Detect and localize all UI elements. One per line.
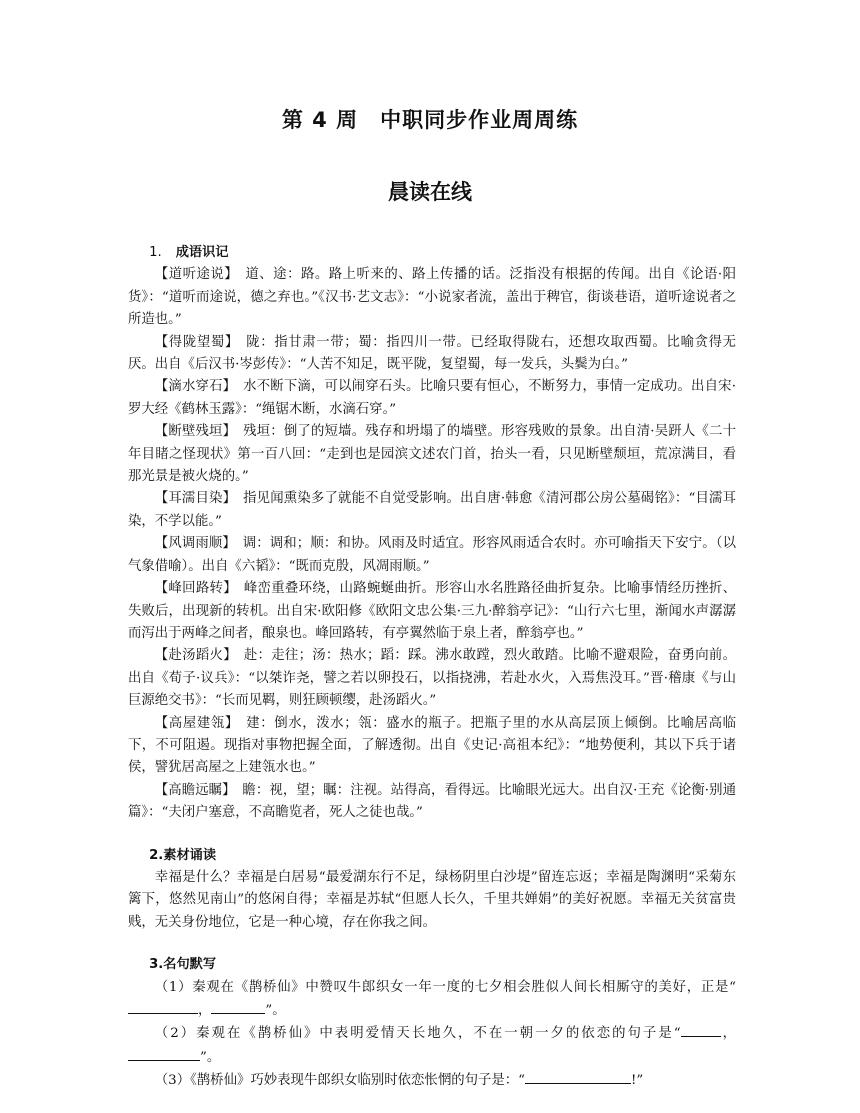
question-text: （1）秦观在《鹊桥仙》中赞叹牛郎织女一年一度的七夕相会胜似人间长相厮守的美好，正是“: [154, 979, 736, 995]
idiom-term: 【断壁残垣】: [154, 424, 230, 440]
idiom-explanation: 残垣：倒了的短墙。残存和坍塌了的墙壁。形容残败的景象。出自清·吴趼人《二十年目睹之怪现状》第一百八回：“走到也是园滨文述农门首，抬头一看，只见断壁颓垣，荒凉满目，看那光景是被火烧的。”: [128, 424, 736, 485]
idiom-entry: [128, 645, 736, 712]
reading-text: 幸福是什么？幸福是白居易“最爱湖东行不足，绿杨阴里白沙堤”留连忘返；幸福是陶渊明“采菊东篱下，悠然见南山”的悠闲自得；幸福是苏轼“但愿人长久，千里共婵娟”的美好祝愿。幸福无关贫富贵贱，无关身份地位，它是一种心境，存在你我之间。: [128, 869, 736, 930]
answer-blank[interactable]: [525, 1069, 631, 1084]
question-text: （2）秦观在《鹊桥仙》中表明爱情天长地久，不在一朝一夕的依恋的句子是“: [154, 1026, 681, 1042]
section-title: 晨读在线: [388, 180, 472, 204]
reading-heading: 2.素材诵读: [149, 847, 217, 863]
idiom-entry: [128, 713, 736, 780]
idiom-explanation: 调：调和；顺：和协。风雨及时适宜。形容风雨适合农时。亦可喻指天下安宁。（以气象借喻）。出自《六韬》：“既而克殷，风凋雨顺。”: [128, 536, 736, 574]
idiom-term: 【滴水穿石】: [154, 379, 230, 395]
question-separator: ，: [720, 1026, 736, 1042]
idiom-explanation: 峰峦重叠环绕，山路蜿蜒曲折。形容山水名胜路径曲折复杂。比喻事情经历挫折、失败后，出现新的转机。出自宋·欧阳修《欧阳文忠公集·三九·醉翁亭记》：“山行六七里，渐闻水声潺潺而泻出于两峰之间者，酿泉也。峰回路转，有亭翼然临于泉上者，醉翁亭也。”: [128, 581, 736, 641]
idiom-entry: [128, 780, 736, 825]
idiom-entry: [128, 264, 736, 331]
reading-passage: [128, 867, 736, 934]
idiom-entry: [128, 578, 736, 645]
idiom-term: 【峰回路转】: [154, 581, 231, 597]
idiom-explanation: 指见闻熏染多了就能不自觉受影响。出自唐·韩愈《清河郡公房公墓碣铭》：“目濡耳染，不学以能。”: [128, 491, 737, 529]
idiom-term: 【道听途说】: [154, 267, 232, 283]
idiom-entry: [128, 488, 736, 533]
idiom-explanation: 赴：走往；汤：热水；蹈：踩。沸水敢蹚，烈火敢踏。比喻不避艰险，奋勇向前。出自《荀子·议兵》：“以桀诈尧，譬之若以卵投石，以指挠沸，若赴水火，入焉焦没耳。”晋·稽康《与山巨源绝交书》：“长而见羁，则狂顾顿缨，赴汤蹈火。”: [128, 648, 736, 709]
idioms-number: 1.: [149, 245, 162, 260]
answer-blank[interactable]: [128, 1046, 200, 1061]
section-gap: [128, 825, 736, 835]
idiom-entry: [128, 533, 736, 578]
idiom-explanation: 水不断下滴，可以闹穿石头。比喻只要有恒心，不断努力，事情一定成功。出自宋·罗大经《鹤林玉露》：“绳锯木断，水滴石穿。”: [128, 379, 736, 417]
question-separator: ，: [198, 1003, 212, 1018]
answer-blank[interactable]: [211, 999, 265, 1014]
page-title: 第 4 周 中职同步作业周周练: [281, 108, 579, 132]
section-gap: [128, 944, 736, 954]
recitation-heading: 3.名句默写: [149, 957, 217, 973]
idioms-heading-label: 成语识记: [175, 245, 229, 260]
section-gap: [128, 835, 736, 845]
question-end: ”。: [200, 1049, 221, 1065]
answer-blank[interactable]: [128, 999, 198, 1014]
section-gap: [128, 934, 736, 944]
idiom-entry: [128, 376, 736, 421]
idiom-term: 【风调雨顺】: [154, 536, 230, 552]
question-text: （3）《鹊桥仙》巧妙表现牛郎织女临别时依恋怅惘的句子是：“: [154, 1073, 526, 1089]
idioms-heading: [128, 242, 736, 264]
idiom-explanation: 瞻：视，望；瞩：注视。站得高，看得远。比喻眼光远大。出自汉·王充《论衡·别通篇》：“夫闭户塞意，不高瞻览者，死人之徒也哉。”: [128, 782, 737, 821]
idiom-explanation: 道、途：路。路上听来的、路上传播的话。泛指没有根据的传闻。出自《论语·阳货》：“道听而途说，德之弃也。”《汉书·艺文志》：“小说家者流，盖出于稗官，街谈巷语，道听途说者之所造也。”: [128, 267, 736, 328]
question-end: ”。: [265, 1003, 286, 1018]
idiom-term: 【高瞻远瞩】: [154, 782, 229, 798]
recitation-question-2: [128, 1022, 736, 1069]
recitation-question-1: [128, 977, 736, 1023]
idiom-entry: [128, 421, 736, 488]
idiom-term: 【得陇望蜀】: [154, 334, 233, 350]
idiom-entry: [128, 332, 736, 377]
worksheet-body: [128, 242, 736, 1093]
answer-blank[interactable]: [681, 1022, 721, 1037]
idiom-term: 【耳濡目染】: [154, 491, 230, 507]
idiom-term: 【赴汤蹈火】: [154, 648, 231, 664]
question-end: !”: [631, 1073, 644, 1089]
recitation-question-3: [128, 1069, 736, 1092]
idiom-explanation: 陇：指甘肃一带；蜀：指四川一带。已经取得陇右，还想攻取西蜀。比喻贪得无厌。出自《后汉书·岑彭传》：“人苦不知足，既平陇，复望蜀，每一发兵，头鬓为白。”: [128, 334, 736, 373]
idiom-explanation: 建：倒水，泼水；瓴：盛水的瓶子。把瓶子里的水从高层顶上倾倒。比喻居高临下，不可阻遏。现指对事物把握全面，了解透彻。出自《史记·高祖本纪》：“地势便利，其以下兵于诸侯，譬犹居高屋之上建瓴水也。”: [128, 715, 736, 776]
idiom-term: 【高屋建瓴】: [154, 715, 233, 731]
